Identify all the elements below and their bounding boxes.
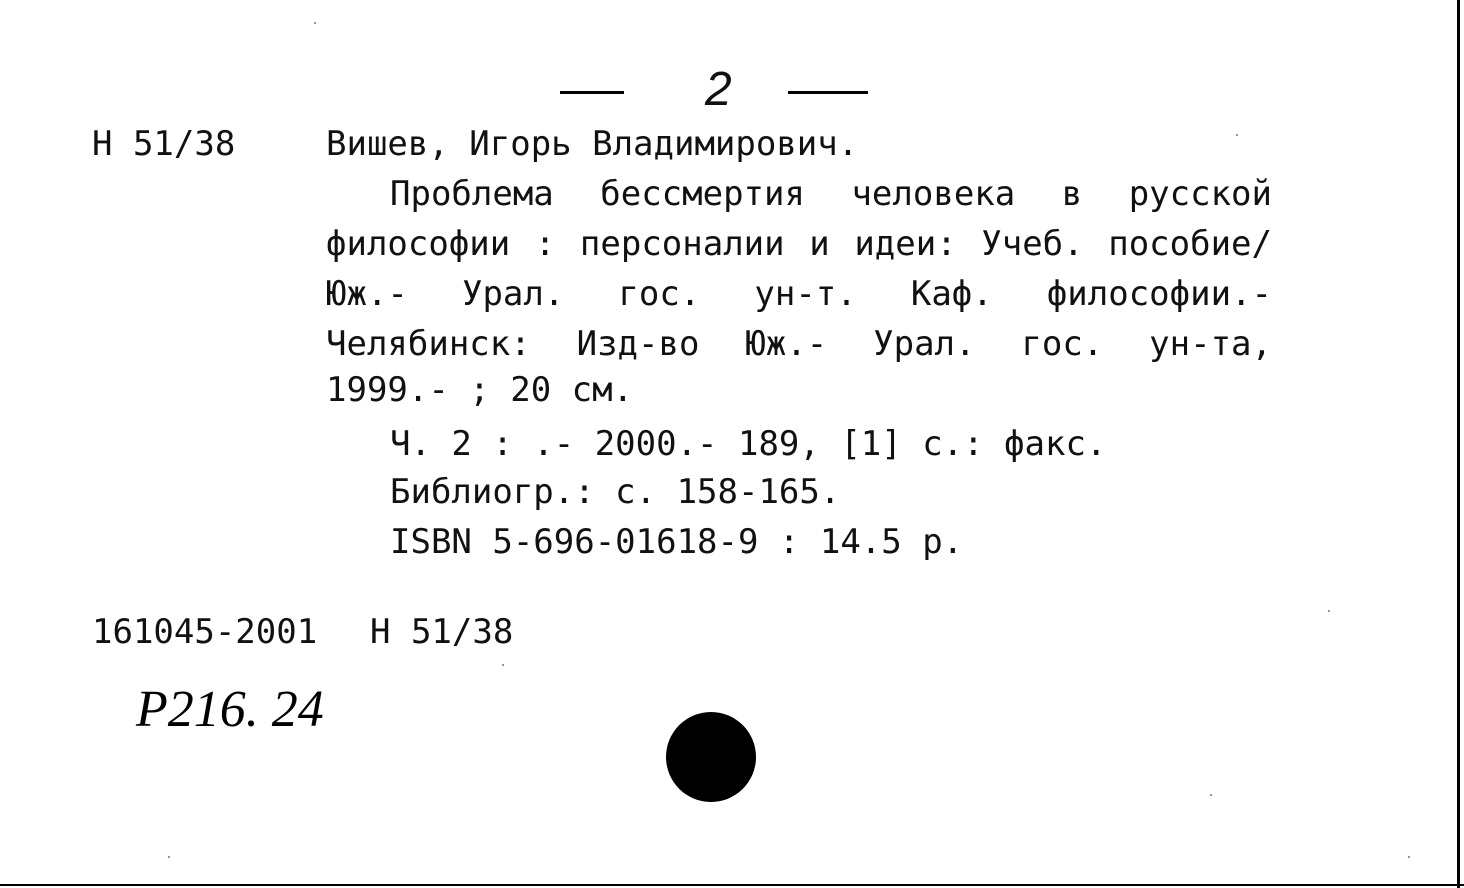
card-number: 2 [705, 63, 732, 116]
bibliography-note: Библиогр.: с. 158-165. [390, 472, 841, 512]
title-line-2: философии : персоналии и идеи: Учеб. пособие/ [326, 224, 1272, 264]
dust-speck [1408, 856, 1410, 858]
card-number-right-dash [788, 91, 868, 94]
title-line-3: Юж.- Урал. гос. ун-т. Каф. философии.- [326, 274, 1272, 314]
author-heading: Вишев, Игорь Владимирович. [326, 124, 859, 164]
dust-speck [1210, 794, 1212, 796]
card-bottom-border [0, 884, 1464, 886]
title-line-1: Проблема бессмертия человека в русской [390, 174, 1272, 214]
handwritten-note: Р216. 24 [136, 681, 324, 738]
dust-speck [502, 664, 504, 666]
title-line-4: Челябинск: Изд-во Юж.- Урал. гос. ун-та, [326, 324, 1272, 364]
call-number-repeat: Н 51/38 [370, 612, 514, 652]
dust-speck [314, 22, 316, 24]
dust-speck [168, 856, 170, 858]
dust-speck [1328, 610, 1330, 612]
inventory-number: 161045-2001 [92, 612, 318, 652]
card-punch-hole [666, 712, 756, 802]
isbn-note: ISBN 5-696-01618-9 : 14.5 р. [390, 522, 964, 562]
title-line-5: 1999.- ; 20 см. [326, 370, 634, 410]
dust-speck [1236, 134, 1238, 136]
card-number-left-dash [560, 91, 624, 94]
volume-note: Ч. 2 : .- 2000.- 189, [1] с.: факс. [390, 424, 1107, 464]
shelf-mark: Н 51/38 [92, 124, 236, 164]
card-right-border [1457, 0, 1460, 888]
